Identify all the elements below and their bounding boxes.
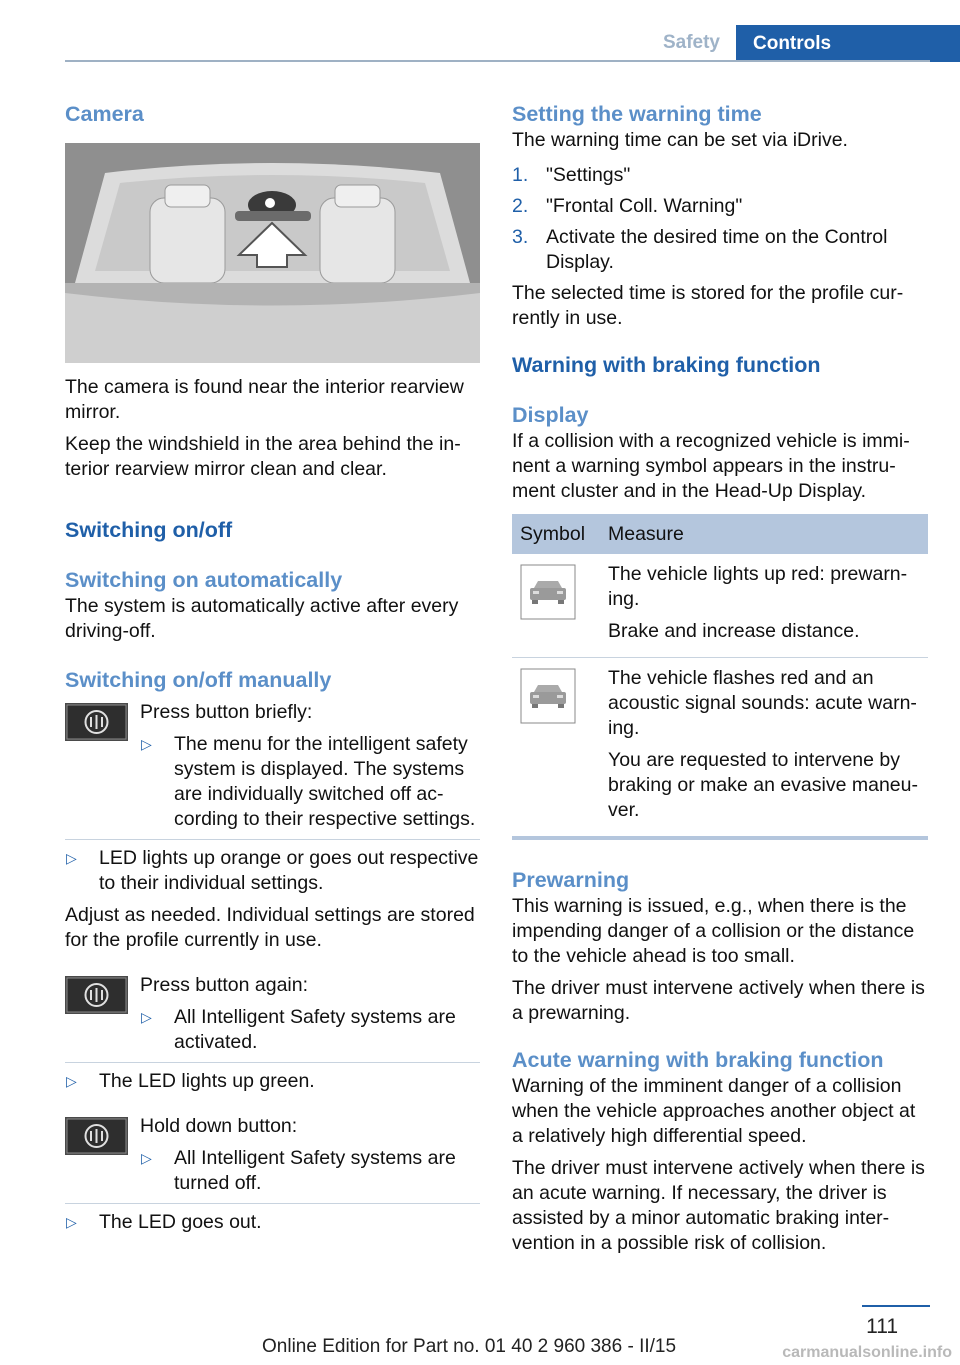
list-item: ▷ The LED lights up green. (65, 1069, 480, 1094)
list-item: 1. "Settings" (512, 164, 631, 186)
footer-rule (862, 1305, 930, 1307)
list-item: ▷ The LED goes out. (65, 1210, 480, 1235)
page-number: 111 (866, 1315, 898, 1338)
acute-paragraph-2: The driver must intervene actively when there is an acute warning. If necessary, the driver is assisted by a minor automatic braking intervention in a possible risk of collision. (512, 1157, 925, 1254)
adjust-paragraph: Adjust as needed. Individual settings are stored for the profile currently in use. (65, 904, 475, 951)
warning-time-paragraph: The warning time can be set via iDrive. (512, 129, 848, 151)
edition-text: Online Edition for Part no. 01 40 2 960 386 - II/15 (262, 1336, 677, 1357)
press-briefly-text: Press button briefly: (140, 701, 313, 723)
camera-location-image (65, 143, 480, 363)
camera-heading: Camera (65, 102, 144, 126)
right-column (512, 100, 928, 1263)
led-list (65, 846, 480, 896)
hold-down-block (65, 1114, 480, 1196)
display-heading: Display (512, 403, 589, 427)
table-row (512, 658, 928, 839)
stored-paragraph: The selected time is stored for the profile currently in use. (512, 282, 904, 329)
divider (65, 1203, 480, 1204)
hold-down-text: Hold down button: (140, 1115, 298, 1137)
manual-heading: Switching on/off manually (65, 668, 332, 692)
list-item: 2. "Frontal Coll. Warning" (512, 195, 743, 217)
camera-paragraph-2: Keep the windshield in the area behind the interior rearview mirror clean and clear. (65, 433, 461, 480)
vehicle-warning-icon (520, 564, 576, 620)
steps-list (512, 163, 928, 275)
watermark: carmanualsonline.info (782, 1344, 952, 1361)
header-section: Safety (662, 32, 720, 53)
divider (65, 839, 480, 840)
vehicle-warning-icon (520, 668, 576, 724)
row1-measure: The vehicle lights up red: prewarning. (608, 563, 908, 610)
press-briefly-block (65, 700, 480, 832)
press-again-text: Press button again: (140, 974, 309, 996)
header-rule (65, 60, 930, 62)
auto-paragraph: The system is automatically active after every driving-off. (65, 595, 459, 642)
braking-heading: Warning with braking function (512, 353, 821, 377)
list-item: 3. Activate the desired time on the Control Display. (512, 226, 888, 273)
measure-column-header: Measure (600, 514, 928, 554)
symbol-column-header: Symbol (512, 514, 600, 554)
camera-paragraph-1: The camera is found near the interior rearview mirror. (65, 376, 464, 423)
again-list (140, 1005, 480, 1055)
press-again-block (65, 973, 480, 1055)
list-item: ▷ All Intelligent Safety systems are activated. (140, 1005, 480, 1055)
row2-note: You are requested to intervene by braking or make an evasive maneuver. (608, 749, 918, 821)
out-list (65, 1210, 480, 1235)
symbol-table (512, 514, 928, 840)
display-paragraph: If a collision with a recognized vehicle is imminent a warning symbol appears in the instrument cluster and in the Head-Up Display. (512, 430, 910, 502)
divider (65, 1062, 480, 1063)
prewarning-paragraph-1: This warning is issued, e.g., when there is the impending danger of a collision or the distance to the vehicle ahead is too small. (512, 895, 915, 967)
list-item: ▷ All Intelligent Safety systems are turned off. (140, 1146, 480, 1196)
acute-heading: Acute warning with braking function (512, 1048, 884, 1072)
auto-heading: Switching on automatically (65, 568, 343, 592)
prewarning-paragraph-2: The driver must intervene actively when there is a prewarning. (512, 977, 925, 1024)
hold-list (140, 1146, 480, 1196)
header-chapter: Controls (736, 25, 960, 62)
row2-measure: The vehicle flashes red and an acoustic signal sounds: acute warning. (608, 667, 917, 739)
switching-heading: Switching on/off (65, 518, 233, 542)
prewarning-heading: Prewarning (512, 868, 630, 892)
list-item: ▷ LED lights up orange or goes out respective to their individual settings. (65, 846, 480, 896)
list-item: ▷ The menu for the intelligent safety system is displayed. The systems are individually switched off according to their respective settings. (140, 732, 480, 832)
safety-button-icon (65, 703, 128, 741)
green-list (65, 1069, 480, 1094)
row1-note: Brake and increase distance. (608, 620, 860, 642)
safety-button-icon (65, 976, 128, 1014)
warning-time-heading: Setting the warning time (512, 102, 762, 126)
briefly-list (140, 732, 480, 832)
table-row (512, 554, 928, 658)
left-column (65, 100, 480, 1242)
safety-button-icon (65, 1117, 128, 1155)
acute-paragraph-1: Warning of the imminent danger of a collision when the vehicle approaches another object at a relatively high differential speed. (512, 1075, 916, 1147)
